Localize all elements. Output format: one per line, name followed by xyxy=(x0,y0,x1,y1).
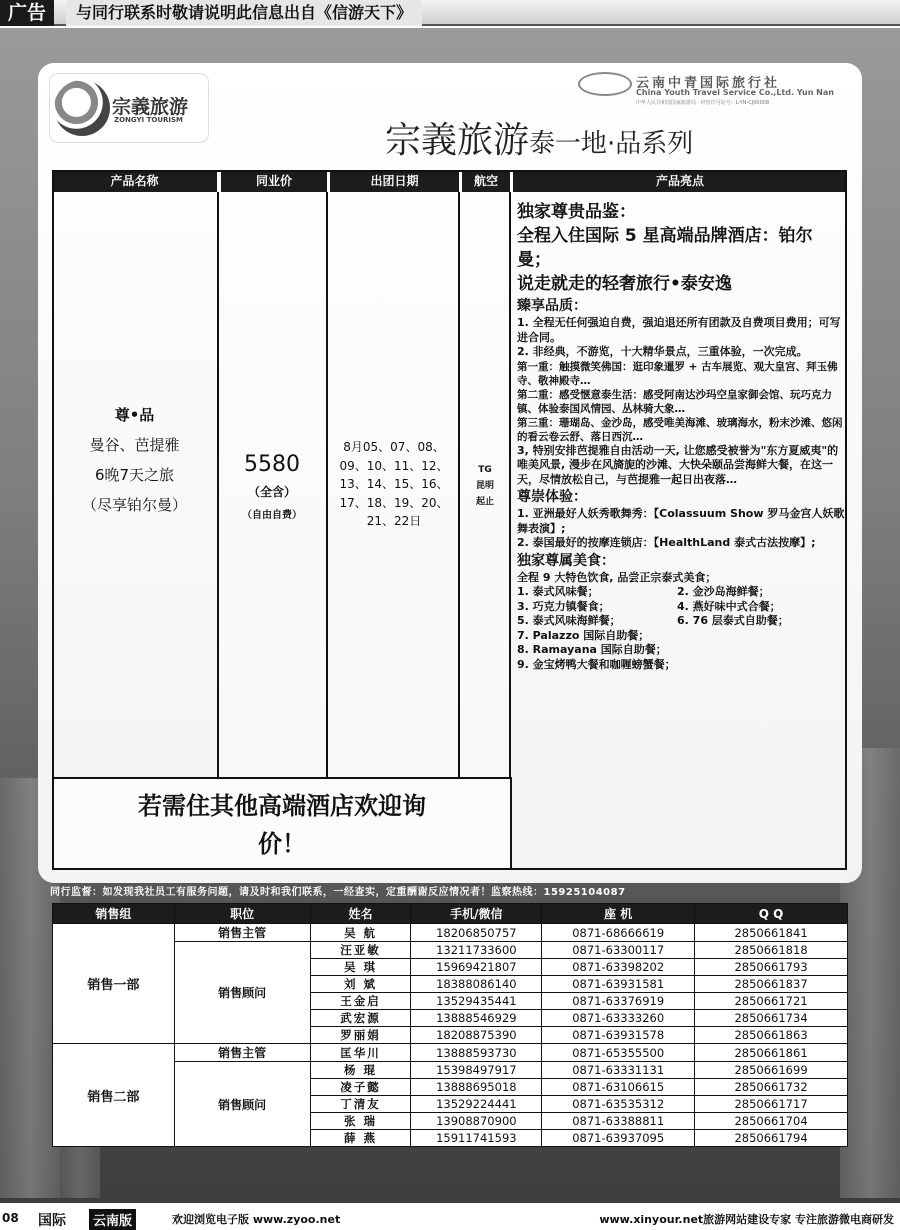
product-highlights: 独家尊贵品鉴： 全程入住国际 5 星高端品牌酒店：铂尔曼； 说走就走的轻奢旅行•泰安逸 臻享品质： 1. 全程无任何强迫自费，强迫退还所有团款及自费项目费用；可写进合同。 2. 非经典，不游览，十大精华景点，三重体验，一次完成。 第一重：触摸微笑佛国：逛印象暹罗 + 古车展览、观大皇宫、拜玉佛寺、敬神殿寺… 第二重：感受惬意泰生活：感受阿南达沙玛空皇家御会馆、玩巧克力镇、体验泰国风情园、丛林骑大象… 第三重：珊瑚岛、金沙岛，感受唯美海滩、玻璃海水，粉末沙滩、悠闲的看云卷云舒、落日西沉… 3, 特别安排芭提雅自由活动一天, 让您感受被誉为"东方夏威夷"的唯美风景, 漫步在风旖旎的沙滩、大快朵颐品尝海鲜大餐，在这一天，尽情放松自己，与芭提雅一起日出夜落… 尊崇体验： 1. 亚洲最好人妖秀歌舞秀：【Colassuum Show 罗马金宫人妖歌舞表演】; 2. 泰国最好的按摩连锁店：【HealthLand 泰式古法按摩】; 独家尊属美食： 全程 9 大特色饮食, 品尝正宗泰式美食； 1. 泰式风味餐； 2. 金沙岛海鲜餐； 3. 巧克力镇餐食； 4. 燕好味中式合餐； 5. 泰式风味海鲜餐； 6. 76 层泰式自助餐； 7. Palazzo 国际自助餐； 8. Ramayana 国际自助餐； 9. 金宝烤鸭大餐和咖喱螃蟹餐； xyxy=(517,202,845,671)
table-row: 丁清友 13529224441 0871-63535312 2850661717 xyxy=(53,1096,848,1113)
airline-info: TG 昆明 起止 xyxy=(475,465,494,507)
section-label: 国际 xyxy=(38,1213,66,1229)
table-row: 王金启 13529435441 0871-63376919 2850661721 xyxy=(53,993,848,1010)
staff-header-position: 职位 xyxy=(174,904,310,924)
departure-dates: 8月05、07、08、 09、10、11、12、 13、14、15、16、 17、18、19、20、 21、22日 xyxy=(339,440,449,528)
hotel-inquiry-note: 若需住其他高端酒店欢迎询 价！ xyxy=(52,777,512,870)
table-row: 武宏源 13888546929 0871-63333260 2850661734 xyxy=(53,1010,848,1027)
table-row: 销售二部 销售主管 匡华川 13888593730 0871-65355500 2850661861 xyxy=(53,1044,848,1062)
sales-staff-table xyxy=(52,903,848,1147)
position: 销售顾问 xyxy=(174,942,310,1044)
cyts-logo-icon xyxy=(578,72,632,96)
group-name: 销售一部 xyxy=(53,924,175,1044)
table-row: 销售顾问 汪亚敏 13211733600 0871-63300117 2850661818 xyxy=(53,942,848,959)
col-header-airline: 航空 xyxy=(460,170,510,192)
footer-website-left: 欢迎浏览电子版 www.zyoo.net xyxy=(172,1213,341,1226)
table-row: 罗丽娟 18208875390 0871-63931578 2850661863 xyxy=(53,1027,848,1044)
cyts-english-name: China Youth Travel Service Co.,Ltd. Yun Nan xyxy=(636,88,834,97)
position: 销售主管 xyxy=(174,924,310,942)
page-footer xyxy=(0,1205,900,1230)
top-banner xyxy=(0,0,900,26)
col-header-product: 产品名称 xyxy=(52,170,217,192)
table-row: 薛 燕 15911741593 0871-63937095 2850661794 xyxy=(53,1130,848,1147)
page-number: 08 xyxy=(2,1211,19,1225)
table-row: 刘 斌 18388086140 0871-63931581 2850661837 xyxy=(53,976,848,993)
staff-header-qq: Q Q xyxy=(695,904,848,924)
col-header-price: 同业价 xyxy=(219,170,327,192)
table-row: 吴 琪 15969421807 0871-63398202 2850661793 xyxy=(53,959,848,976)
table-row: 凌子懿 13888695018 0871-63106615 2850661732 xyxy=(53,1079,848,1096)
group-name: 销售二部 xyxy=(53,1044,175,1147)
supervision-notice: 同行监督：如发现我社员工有服务问题，请及时和我们联系，一经查实，定重酬谢反应情况者！监察热线：15925104087 xyxy=(50,887,626,898)
zongyi-logo xyxy=(50,74,208,142)
product-name: 尊•品 曼谷、芭提雅 6晚7天之旅 （尽享铂尔曼） xyxy=(81,406,187,514)
ad-label: 广告 xyxy=(0,0,54,26)
brand-title: 宗義旅游泰一地·品系列 xyxy=(385,120,694,161)
footer-website-right: www.xinyour.net旅游网站建设专家 专注旅游微电商研发 xyxy=(599,1213,894,1226)
table-row: 张 瑞 13908870900 0871-63388811 2850661704 xyxy=(53,1113,848,1130)
logo-subtitle: ZONGYI TOURISM xyxy=(114,116,183,124)
position: 销售主管 xyxy=(174,1044,310,1062)
staff-header-phone: 座 机 xyxy=(542,904,695,924)
staff-header-group: 销售组 xyxy=(53,904,175,924)
product-price: 5580 （全含） （自由自费） xyxy=(242,452,302,521)
source-notice: 与同行联系时敬请说明此信息出自《信游天下》 xyxy=(66,0,422,26)
cyts-name: 云南中青国际旅行社 xyxy=(636,76,781,91)
cyts-license: 中华人民共和国国家旅游局 · 经营许可证号：L-YN-CJ00008 xyxy=(636,100,770,106)
edition-label: 云南版 xyxy=(89,1209,136,1230)
staff-header-mobile: 手机/微信 xyxy=(411,904,542,924)
staff-header-name: 姓名 xyxy=(310,904,411,924)
col-header-highlights: 产品亮点 xyxy=(511,170,847,192)
meal-list: 1. 泰式风味餐； 2. 金沙岛海鲜餐； 3. 巧克力镇餐食； 4. 燕好味中式合餐； 5. 泰式风味海鲜餐； 6. 76 层泰式自助餐； xyxy=(517,585,789,627)
col-header-dates: 出团日期 xyxy=(328,170,459,192)
footprint-logo-icon xyxy=(54,80,110,136)
logo-name: 宗義旅游 xyxy=(112,96,189,118)
position: 销售顾问 xyxy=(174,1062,310,1147)
table-row: 销售顾问 杨 琨 15398497917 0871-63331131 2850661699 xyxy=(53,1062,848,1079)
table-row: 销售一部 销售主管 吴 航 18206850757 0871-68666619 2850661841 xyxy=(53,924,848,942)
